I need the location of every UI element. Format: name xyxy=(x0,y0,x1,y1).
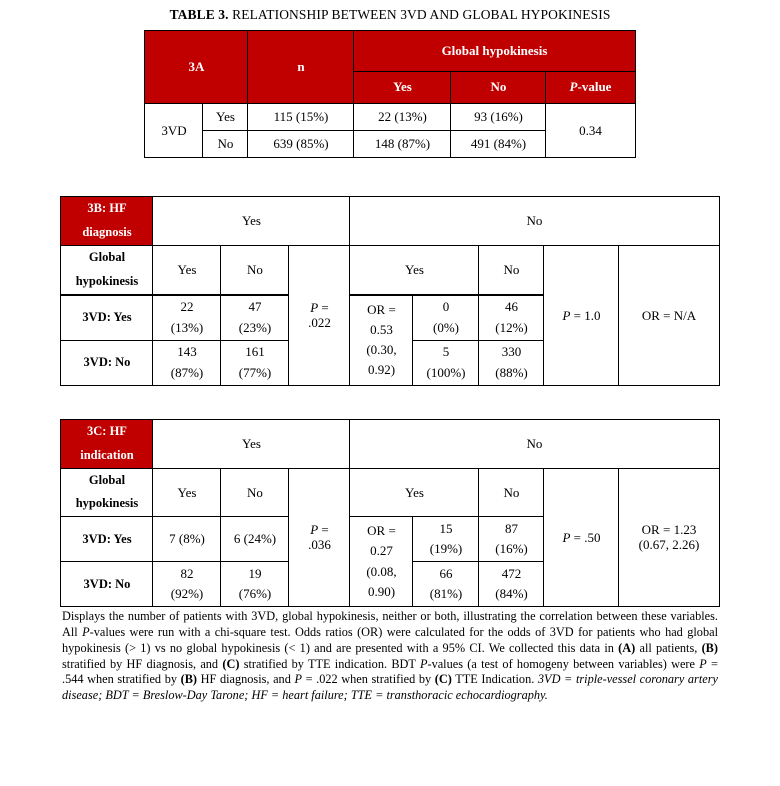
table-footnote xyxy=(61,607,719,704)
footnote-b5: (C) xyxy=(434,672,452,687)
cell-3c-no-leftno: 19 (76%) xyxy=(221,562,289,607)
panel-label-3b: 3B: HF diagnosis xyxy=(61,197,153,246)
cell-3c-no-leftyes: 82 (92%) xyxy=(153,562,221,607)
cell-pvalue-3a: 0.34 xyxy=(546,104,635,158)
footnote-b3: (C) xyxy=(222,656,240,671)
row-label-3vd: 3VD xyxy=(145,104,203,158)
p-right-3b: P = 1.0 xyxy=(544,246,619,386)
strat-yes-3c: Yes xyxy=(153,419,350,468)
footnote-s9: = .022 when stratified by xyxy=(301,672,435,687)
cell-n-yes: 115 (15%) xyxy=(248,104,354,131)
table-3b-banner-row xyxy=(61,197,719,246)
header-p-value: P-value xyxy=(546,71,635,103)
col-no-left-3c: No xyxy=(221,468,289,517)
table-3a xyxy=(144,30,635,158)
footnote-s2: -values were run with a chi-square test. Odds ratios (OR) were calculated for the odds of 3VD for patients who had global hypokinesis (> 1) vs no global hypokinesis (< 1) and are presented with a 95% CI. We collected this data in xyxy=(62,624,718,655)
footnote-abbreviations: 3VD = triple-vessel coronary artery disease; BDT = Breslow-Day Tarone; HF = heart failure; TTE = transthoracic echocardiography. xyxy=(62,672,718,703)
row-label-3b-no: 3VD: No xyxy=(61,340,153,385)
table-3b-subheader-row xyxy=(61,246,719,295)
cell-3b-no-leftno: 161 (77%) xyxy=(221,340,289,385)
table-3c-subheader-row xyxy=(61,468,719,517)
footnote-i4: P xyxy=(294,672,302,687)
or-left-3c: OR = 0.27 (0.08, 0.90) xyxy=(350,517,413,607)
caption-text: RELATIONSHIP BETWEEN 3VD AND GLOBAL HYPOKINESIS xyxy=(228,7,611,22)
cell-3b-yes-rightno: 46 (12%) xyxy=(479,295,544,341)
strat-no-3c: No xyxy=(350,419,719,468)
side-label-3c: Global hypokinesis xyxy=(61,468,153,517)
footnote-s7: = .544 when stratified by xyxy=(62,656,718,687)
col-no-left-3b: No xyxy=(221,246,289,295)
col-yes-right-3c: Yes xyxy=(350,468,479,517)
cell-3c-yes-rightno: 87 (16%) xyxy=(479,517,544,562)
row-label-3c-yes: 3VD: Yes xyxy=(61,517,153,562)
p-left-3c: P = .036 xyxy=(289,468,350,607)
footnote-b2: (B) xyxy=(701,640,718,655)
cell-3c-yes-rightyes: 15 (19%) xyxy=(413,517,479,562)
cell-3b-yes-leftno: 47 (23%) xyxy=(221,295,289,341)
cell-n-no: 639 (85%) xyxy=(248,131,354,158)
cell-level-no: No xyxy=(203,131,248,158)
cell-3c-no-rightyes: 66 (81%) xyxy=(413,562,479,607)
panel-label-3a: 3A xyxy=(145,31,248,104)
p-left-3b: P = .022 xyxy=(289,246,350,386)
table-3c xyxy=(60,419,719,608)
footnote-i2: P xyxy=(419,656,428,671)
table-caption xyxy=(0,0,780,29)
panel-label-3c: 3C: HF indication xyxy=(61,419,153,468)
col-no-right-3b: No xyxy=(479,246,544,295)
p-right-3c: P = .50 xyxy=(544,468,619,607)
cell-3b-no-rightyes: 5 (100%) xyxy=(413,340,479,385)
footnote-s5: stratified by TTE indication. BDT xyxy=(239,656,420,671)
footnote-b1: (A) xyxy=(618,640,636,655)
strat-no-3b: No xyxy=(350,197,719,246)
or-right-3c: OR = 1.23 (0.67, 2.26) xyxy=(619,468,719,607)
table-3c-banner-row xyxy=(61,419,719,468)
cell-hypono-yes: 93 (16%) xyxy=(451,104,546,131)
table-3a-container xyxy=(0,30,780,158)
cell-3b-no-leftyes: 143 (87%) xyxy=(153,340,221,385)
side-label-3b: Global hypokinesis xyxy=(61,246,153,295)
header-global-hypokinesis: Global hypokinesis xyxy=(354,31,635,72)
table-3b xyxy=(60,196,719,386)
cell-3b-yes-leftyes: 22 (13%) xyxy=(153,295,221,341)
cell-level-yes: Yes xyxy=(203,104,248,131)
footnote-i1: P xyxy=(82,624,90,639)
footnote-s3: all patients, xyxy=(635,640,702,655)
or-right-3b: OR = N/A xyxy=(619,246,719,386)
footnote-s6: -values (a test of homogeny between variables) were xyxy=(427,656,700,671)
table-3a-header-row-1 xyxy=(145,31,635,72)
cell-hypono-no: 491 (84%) xyxy=(451,131,546,158)
footnote-i3: P xyxy=(699,656,707,671)
cell-3b-yes-rightyes: 0 (0%) xyxy=(413,295,479,341)
cell-3c-yes-leftno: 6 (24%) xyxy=(221,517,289,562)
header-hypo-yes: Yes xyxy=(354,71,451,103)
table-3a-row-yes xyxy=(145,104,635,131)
cell-3c-yes-leftyes: 7 (8%) xyxy=(153,517,221,562)
cell-hypoyes-yes: 22 (13%) xyxy=(354,104,451,131)
col-yes-right-3b: Yes xyxy=(350,246,479,295)
table-3c-container xyxy=(0,419,780,608)
footnote-b4: (B) xyxy=(180,672,198,687)
caption-label: TABLE 3. xyxy=(169,7,229,22)
cell-3b-no-rightno: 330 (88%) xyxy=(479,340,544,385)
footnote-s10: TTE Indication. xyxy=(451,672,538,687)
header-hypo-no: No xyxy=(451,71,546,103)
footnote-s8: HF diagnosis, and xyxy=(197,672,295,687)
footnote-s1: Displays the number of patients with 3VD, global hypokinesis, neither or both, illustrating the correlation between these variables. All xyxy=(62,609,718,639)
table-3b-container xyxy=(0,196,780,386)
col-yes-left-3b: Yes xyxy=(153,246,221,295)
strat-yes-3b: Yes xyxy=(153,197,350,246)
col-no-right-3c: No xyxy=(479,468,544,517)
cell-hypoyes-no: 148 (87%) xyxy=(354,131,451,158)
footnote-s4: stratified by HF diagnosis, and xyxy=(62,656,223,671)
col-yes-left-3c: Yes xyxy=(153,468,221,517)
cell-3c-no-rightno: 472 (84%) xyxy=(479,562,544,607)
row-label-3b-yes: 3VD: Yes xyxy=(61,295,153,341)
or-left-3b: OR = 0.53 (0.30, 0.92) xyxy=(350,295,413,386)
row-label-3c-no: 3VD: No xyxy=(61,562,153,607)
header-n: n xyxy=(248,31,354,104)
